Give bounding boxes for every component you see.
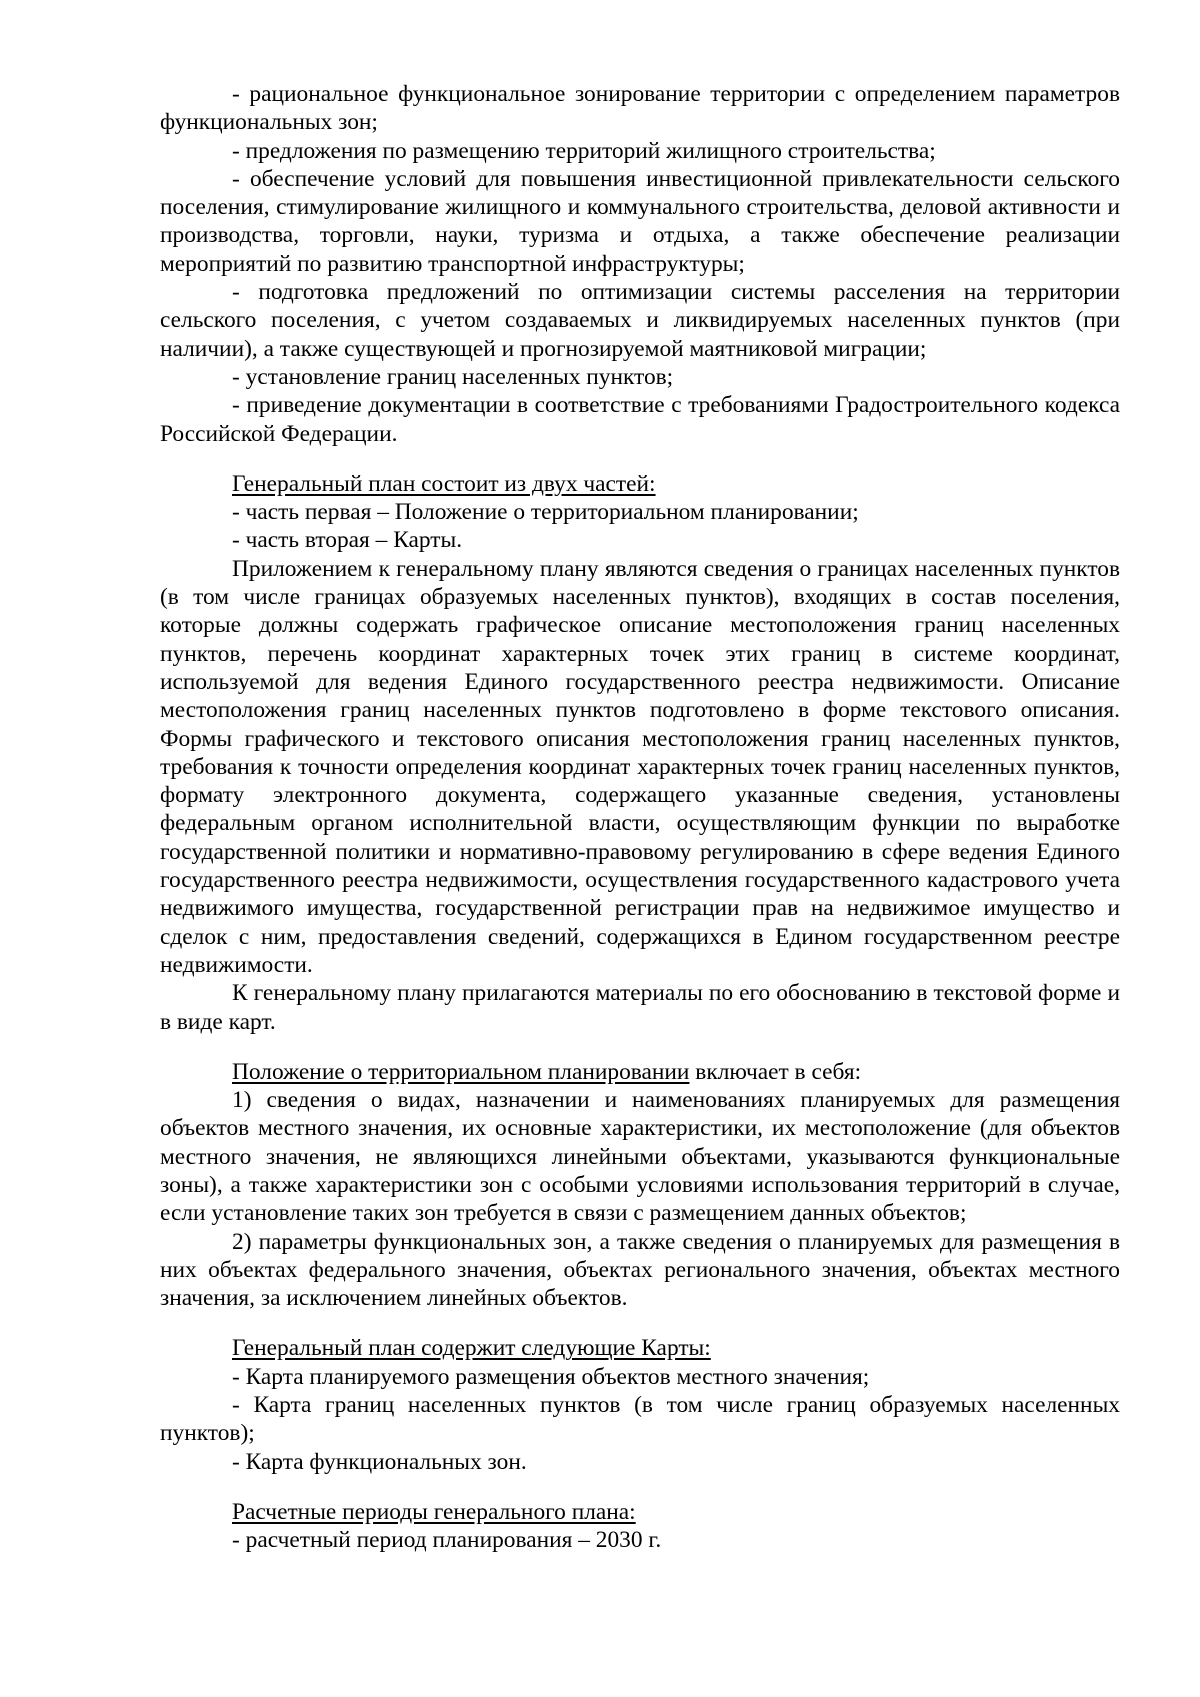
section-gap xyxy=(160,1036,1120,1058)
section-gap xyxy=(160,1476,1120,1498)
document-page xyxy=(160,80,1120,1555)
heading-text: Положение о территориальном планировании xyxy=(232,1058,690,1085)
heading-text: Расчетные периоды генерального плана: xyxy=(232,1498,636,1525)
paragraph: Приложением к генеральному плану являются сведения о границах населенных пунктов (в том числе границах образуемых населенных пунктов), входящих в состав поселения, которые должны содержать графическое описание местоположения границ населенных пунктов, перечень координат характерных точек этих границ в системе координат, используемой для ведения Единого государственного реестра недвижимости. Описание местоположения границ населенных пунктов подготовлено в форме текстового описания. Формы графического и текстового описания местоположения границ населенных пунктов, требования к точности определения координат характерных точек границ населенных пунктов, формату электронного документа, содержащего указанные сведения, установлены федеральным органом исполнительной власти, осуществляющим функции по выработке государственной политики и нормативно-правовому регулированию в сфере ведения Единого государственного реестра недвижимости, осуществления государственного кадастрового учета недвижимого имущества, государственной регистрации прав на недвижимое имущество и сделок с ним, предоставления сведений, содержащихся в Едином государственном реестре недвижимости. xyxy=(160,555,1120,978)
list-item: - обеспечение условий для повышения инвестиционной привлекательности сельского поселения, стимулирование жилищного и коммунального строительства, деловой активности и производства, торговли, науки, туризма и отдыха, а также обеспечение реализации мероприятий по развитию транспортной инфраструктуры; xyxy=(160,165,1120,277)
list-item: 2) параметры функциональных зон, а также сведения о планируемых для размещения в них объектах федерального значения, объектах регионального значения, объектах местного значения, за исключением линейных объектов. xyxy=(160,1228,1120,1312)
list-item: - часть первая – Положение о территориальном планировании; xyxy=(232,499,859,526)
heading-rest-text: включает в себя: xyxy=(689,1058,862,1085)
list-item: - Карта функциональных зон. xyxy=(232,1448,527,1475)
list-item: - Карта границ населенных пунктов (в том числе границ образуемых населенных пунктов); xyxy=(160,1392,1120,1447)
list-item: - Карта планируемого размещения объектов местного значения; xyxy=(232,1363,870,1390)
heading-text: Генеральный план состоит из двух частей: xyxy=(232,470,656,497)
paragraph: К генеральному плану прилагаются материалы по его обоснованию в текстовой форме и в виде карт. xyxy=(160,980,1120,1035)
list-item: - предложения по размещению территорий жилищного строительства; xyxy=(232,137,936,164)
section-heading-periods xyxy=(160,1498,1120,1526)
list-item: - часть вторая – Карты. xyxy=(232,527,463,554)
list-item: - установление границ населенных пунктов; xyxy=(232,363,674,390)
list-item: - подготовка предложений по оптимизации системы расселения на территории сельского поселения, с учетом создаваемых и ликвидируемых населенных пунктов (при наличии), а также существующей и прогнозируемой маятниковой миграции; xyxy=(160,279,1120,362)
list-item: - приведение документации в соответствие с требованиями Градостроительного кодекса Российской Федерации. xyxy=(160,392,1120,447)
section-gap xyxy=(160,1312,1120,1334)
list-item: 1) сведения о видах, назначении и наименованиях планируемых для размещения объектов местного значения, их основные характеристики, их местоположение (для объектов местного значения, не являющихся линейными объектами, указываются функциональные зоны), а также характеристики зон с особыми условиями использования территорий в случае, если установление таких зон требуется в связи с размещением данных объектов; xyxy=(160,1087,1120,1227)
section-gap xyxy=(160,448,1120,470)
heading-text: Генеральный план содержит следующие Карты: xyxy=(232,1335,711,1362)
list-item: - расчетный период планирования – 2030 г. xyxy=(232,1527,662,1554)
list-item: - рациональное функциональное зонирование территории с определением параметров функциональных зон; xyxy=(160,81,1120,136)
section-heading-provision xyxy=(160,1058,1120,1086)
section-heading-maps xyxy=(160,1334,1120,1362)
section-heading-plan-parts xyxy=(160,470,1120,498)
